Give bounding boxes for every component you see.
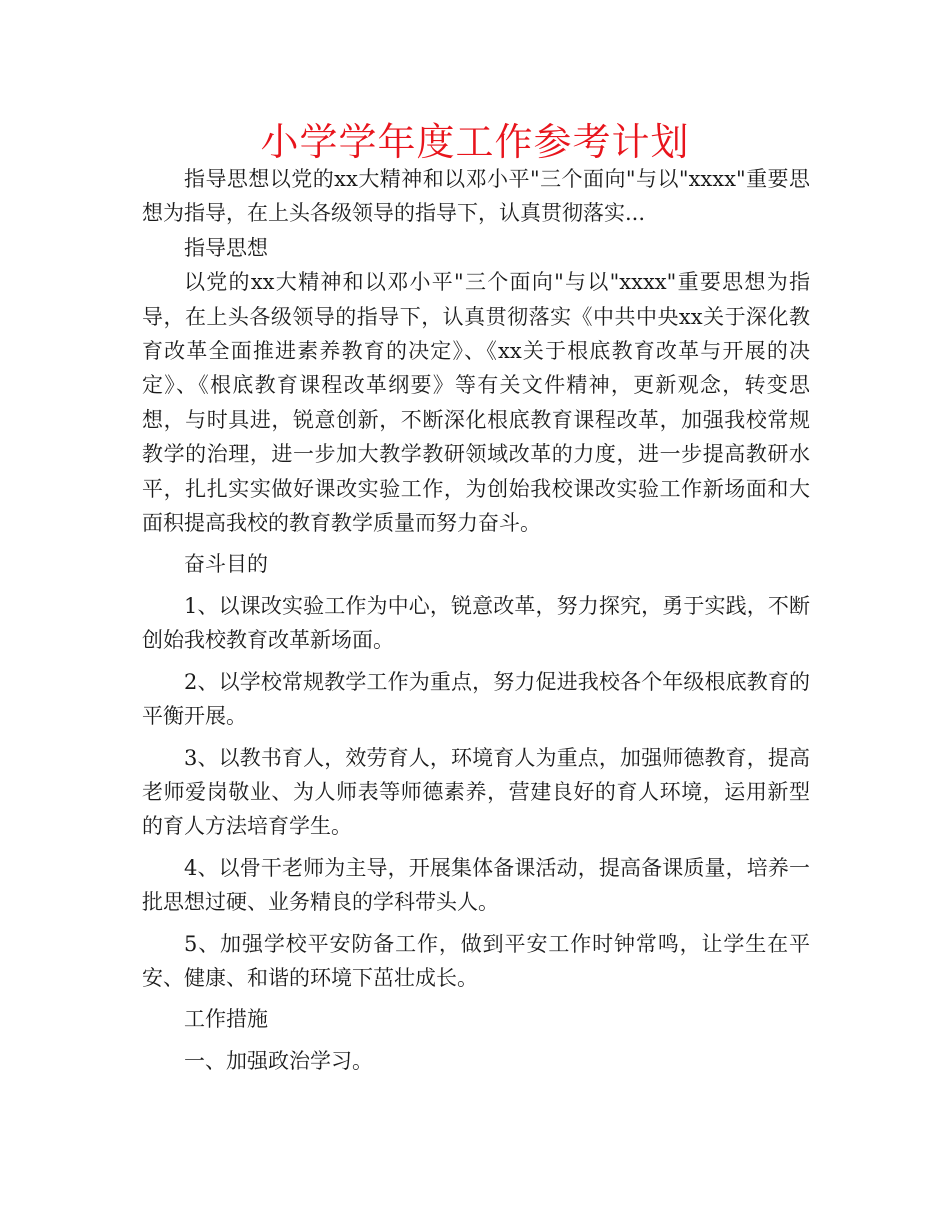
goal-item-4: 4、以骨干老师为主导，开展集体备课活动，提高备课质量，培养一批思想过硬、业务精良的学科带头人。 [142,855,810,915]
measure-item-1: 一、加强政治学习。 [184,1048,373,1073]
document-body [142,162,810,1078]
document-title: 小学学年度工作参考计划 [260,120,690,164]
section-heading-guiding-thought: 指导思想 [184,235,268,260]
intro-paragraph: 指导思想以党的xx大精神和以邓小平"三个面向"与以"xxxx"重要思想为指导，在上头各级领导的指导下，认真贯彻落实... [142,167,810,226]
section-heading-goals: 奋斗目的 [184,552,268,577]
goal-item-3: 3、以教书育人，效劳育人，环境育人为重点，加强师德教育，提高老师爱岗敬业、为人师表等师德素养，营建良好的育人环境，运用新型的育人方法培育学生。 [142,745,810,839]
section-heading-measures: 工作措施 [184,1007,268,1032]
goal-item-1: 1、以课改实验工作为中心，锐意改革，努力探究，勇于实践，不断创始我校教育改革新场面。 [142,593,810,653]
goal-item-5: 5、加强学校平安防备工作，做到平安工作时钟常鸣，让学生在平安、健康、和谐的环境下茁壮成长。 [142,931,810,990]
goal-item-2: 2、以学校常规教学工作为重点，努力促进我校各个年级根底教育的平衡开展。 [142,669,810,729]
guiding-thought-paragraph: 以党的xx大精神和以邓小平"三个面向"与以"xxxx"重要思想为指导，在上头各级领导的指导下，认真贯彻落实《中共中央xx关于深化教育改革全面推进素养教育的决定》、《xx关于根底教育改革与开展的决定》、《根底教育课程改革纲要》等有关文件精神，更新观念，转变思想，与时具进，锐意创新，不断深化根底教育课程改革，加强我校常规教学的治理，进一步加大教学教研领域改革的力度，进一步提高教研水平，扎扎实实做好课改实验工作，为创始我校课改实验工作新场面和大面积提高我校的教育教学质量而努力奋斗。 [142,270,810,536]
